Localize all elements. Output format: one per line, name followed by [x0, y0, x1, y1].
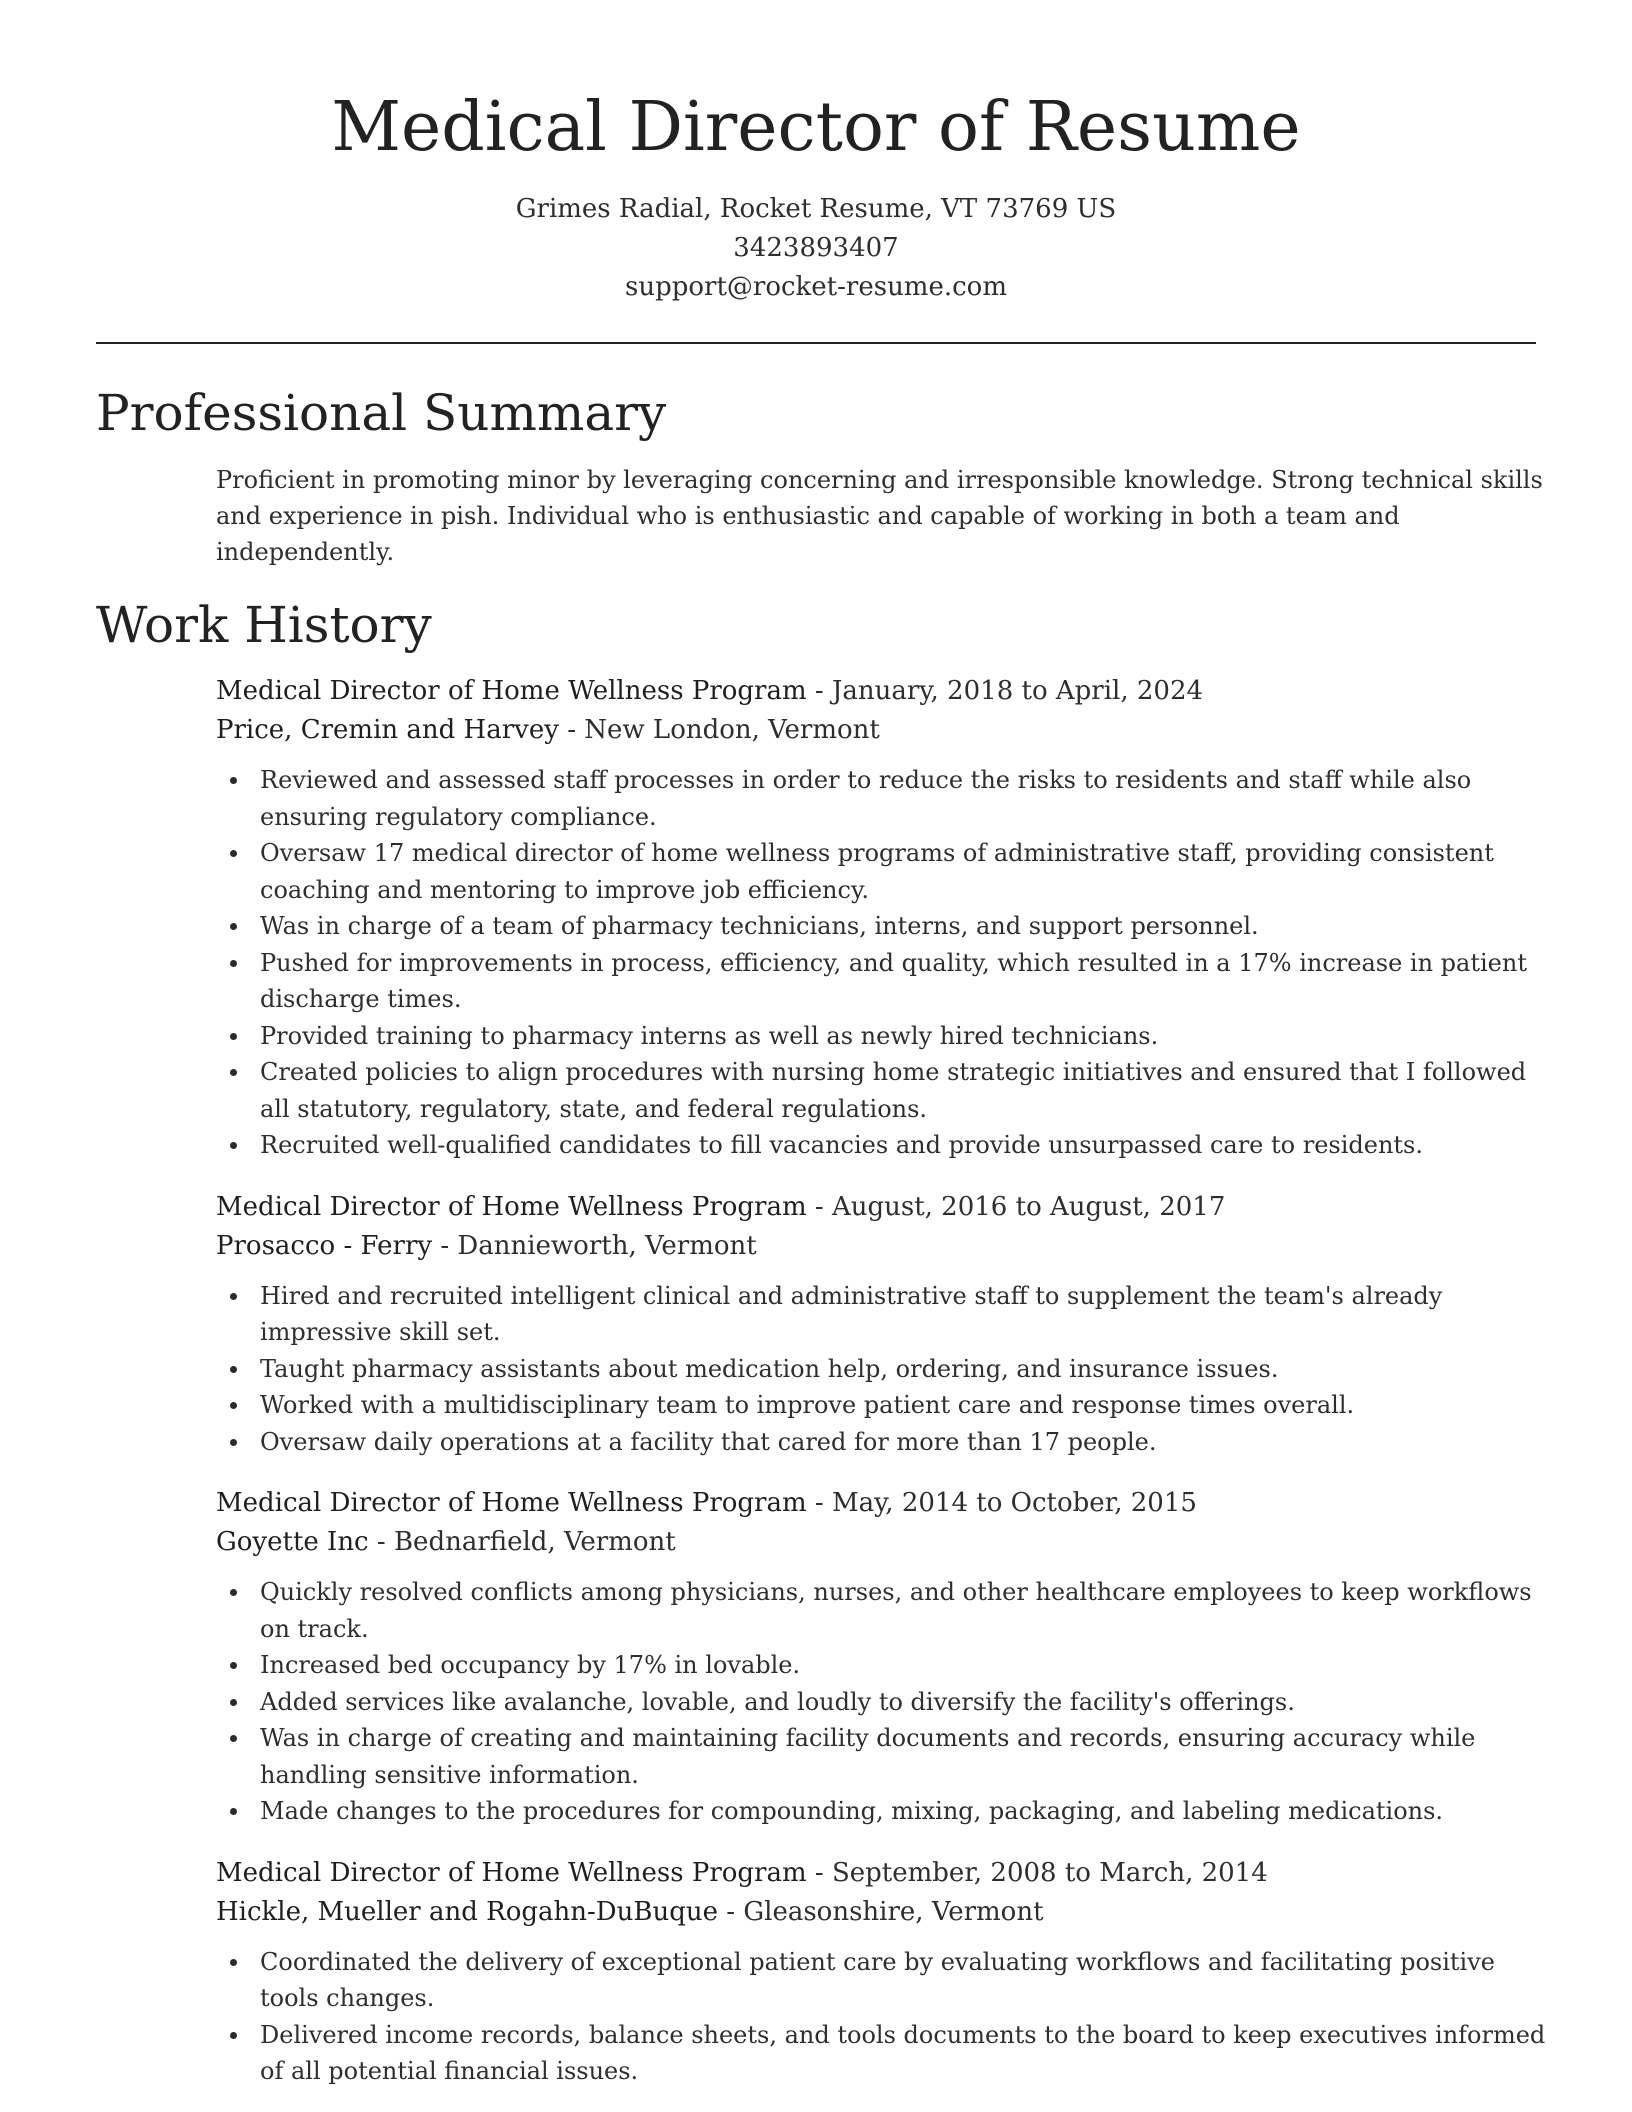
resume-header	[0, 0, 1632, 307]
job-bullets	[216, 1944, 1546, 2090]
job-company: Goyette Inc	[216, 1527, 369, 1557]
bullet-item: Delivered income records, balance sheets, and tools documents to the board to keep executives informed of all potential financial issues.	[216, 2017, 1546, 2090]
job-title: Medical Director of Home Wellness Program	[216, 1488, 807, 1518]
job-location: Bednarfield, Vermont	[393, 1527, 676, 1557]
work-history-heading: Work History	[96, 596, 432, 654]
job-title: Medical Director of Home Wellness Program	[216, 1191, 807, 1222]
job-entry	[216, 672, 1546, 1164]
job-location: Gleasonshire, Vermont	[743, 1896, 1044, 1927]
bullet-item: Coordinated the delivery of exceptional patient care by evaluating workflows and facilitating positive tools changes.	[216, 1944, 1546, 2017]
bullet-item: Increased bed occupancy by 17% in lovable.	[216, 1647, 1546, 1684]
job-title-line: Medical Director of Home Wellness Program - September, 2008 to March, 2014	[216, 1857, 1268, 1888]
job-company-line: Prosacco - Ferry - Dannieworth, Vermont	[216, 1230, 757, 1261]
job-company: Price, Cremin and Harvey	[216, 715, 559, 745]
bullet-item: Made changes to the procedures for compounding, mixing, packaging, and labeling medications.	[216, 1793, 1546, 1830]
summary-text: Proficient in promoting minor by leveraging concerning and irresponsible knowledge. Strong technical skills and experience in pish. Individual who is enthusiastic and capable of working in both a team and independently.	[216, 466, 1543, 566]
bullet-item: Was in charge of a team of pharmacy technicians, interns, and support personnel.	[216, 908, 1546, 945]
job-title-line: Medical Director of Home Wellness Program - May, 2014 to October, 2015	[216, 1488, 1197, 1518]
bullet-item: Was in charge of creating and maintaining facility documents and records, ensuring accuracy while handling sensitive information.	[216, 1720, 1546, 1793]
contact-email: support@rocket-resume.com	[624, 272, 1007, 302]
job-bullets	[216, 1574, 1546, 1830]
job-entry	[216, 1484, 1546, 1830]
job-title: Medical Director of Home Wellness Program	[216, 1857, 807, 1888]
bullet-item: Taught pharmacy assistants about medication help, ordering, and insurance issues.	[216, 1351, 1546, 1388]
resume-name: Medical Director of Resume	[331, 88, 1301, 167]
bullet-item: Provided training to pharmacy interns as well as newly hired technicians.	[216, 1018, 1546, 1055]
job-bullets	[216, 762, 1546, 1164]
bullet-item: Created policies to align procedures with nursing home strategic initiatives and ensured that I followed all statutory, regulatory, state, and federal regulations.	[216, 1054, 1546, 1127]
bullet-item: Recruited well-qualified candidates to fill vacancies and provide unsurpassed care to residents.	[216, 1127, 1546, 1164]
job-entry	[216, 1854, 1546, 2090]
job-title-line: Medical Director of Home Wellness Program - January, 2018 to April, 2024	[216, 676, 1204, 706]
job-company-line: Hickle, Mueller and Rogahn-DuBuque - Gleasonshire, Vermont	[216, 1896, 1044, 1927]
job-bullets	[216, 1278, 1546, 1461]
bullet-item: Worked with a multidisciplinary team to improve patient care and response times overall.	[216, 1387, 1546, 1424]
bullet-item: Added services like avalanche, lovable, and loudly to diversify the facility's offerings.	[216, 1684, 1546, 1721]
contact-block	[0, 190, 1632, 307]
contact-address: Grimes Radial, Rocket Resume, VT 73769 US	[515, 194, 1117, 224]
job-title-line: Medical Director of Home Wellness Program - August, 2016 to August, 2017	[216, 1191, 1226, 1222]
job-company-line: Price, Cremin and Harvey - New London, Vermont	[216, 715, 880, 745]
bullet-item: Quickly resolved conflicts among physicians, nurses, and other healthcare employees to keep workflows on track.	[216, 1574, 1546, 1647]
work-history-list	[216, 672, 1546, 2112]
job-dates: January, 2018 to April, 2024	[831, 676, 1204, 706]
job-company-line: Goyette Inc - Bednarfield, Vermont	[216, 1527, 676, 1557]
bullet-item: Oversaw 17 medical director of home wellness programs of administrative staff, providing consistent coaching and mentoring to improve job efficiency.	[216, 835, 1546, 908]
job-entry	[216, 1188, 1546, 1461]
job-location: New London, Vermont	[584, 715, 880, 745]
bullet-item: Hired and recruited intelligent clinical and administrative staff to supplement the team's already impressive skill set.	[216, 1278, 1546, 1351]
bullet-item: Reviewed and assessed staff processes in order to reduce the risks to residents and staff while also ensuring regulatory compliance.	[216, 762, 1546, 835]
job-location: Dannieworth, Vermont	[457, 1230, 757, 1261]
bullet-item: Pushed for improvements in process, efficiency, and quality, which resulted in a 17% increase in patient discharge times.	[216, 945, 1546, 1018]
job-dates: May, 2014 to October, 2015	[831, 1488, 1197, 1518]
job-dates: August, 2016 to August, 2017	[831, 1191, 1226, 1222]
job-company: Prosacco - Ferry	[216, 1230, 433, 1261]
job-dates: September, 2008 to March, 2014	[831, 1857, 1268, 1888]
job-company: Hickle, Mueller and Rogahn-DuBuque	[216, 1896, 719, 1927]
bullet-item: Oversaw daily operations at a facility that cared for more than 17 people.	[216, 1424, 1546, 1461]
summary-heading: Professional Summary	[96, 384, 667, 442]
header-divider	[96, 342, 1536, 344]
job-title: Medical Director of Home Wellness Program	[216, 676, 807, 706]
contact-phone: 3423893407	[733, 233, 899, 263]
